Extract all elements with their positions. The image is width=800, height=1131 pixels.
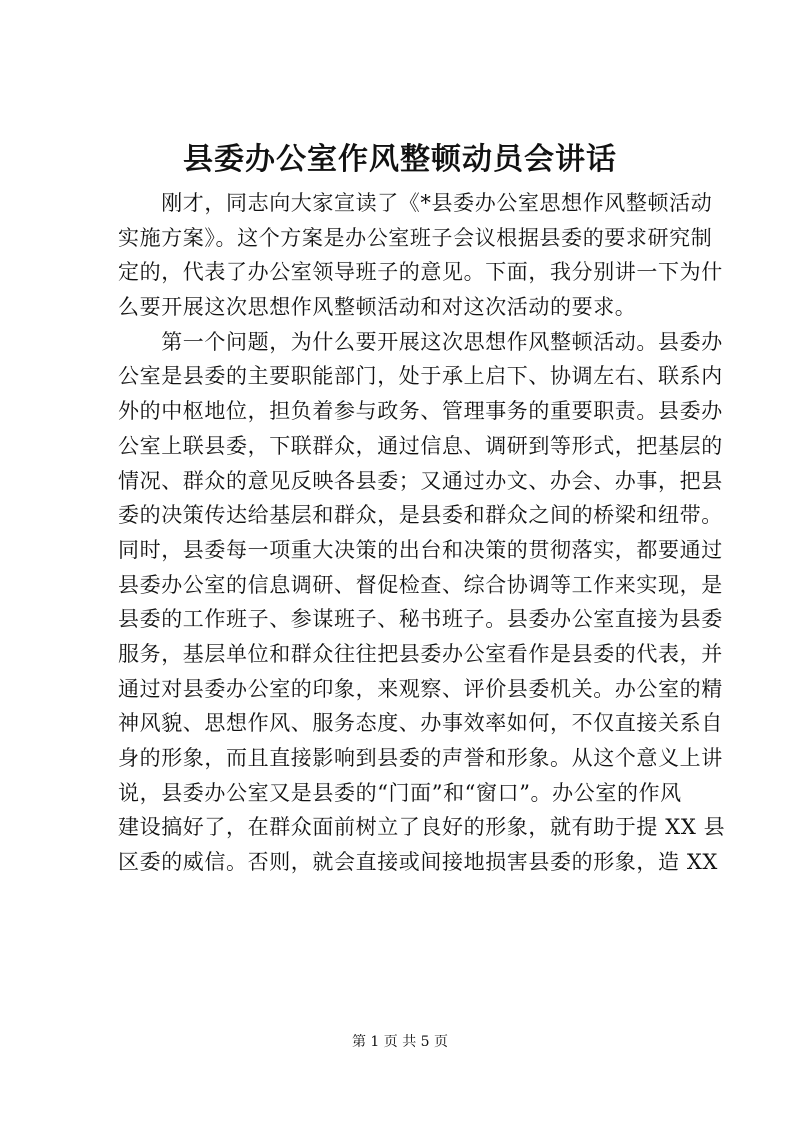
body-line: 刚才，同志向大家宣读了《*县委办公室思想作风整顿活动 — [118, 191, 713, 215]
body-line: 么要开展这次思想作风整顿活动和对这次活动的要求。 — [118, 295, 637, 320]
body-line: 说，县委办公室又是县委的“门面”和“窗口”。办公室的作风 — [118, 780, 682, 805]
body-line: 实施方案》。这个方案是办公室班子会议根据县委的要求研究制 — [118, 225, 713, 250]
body-line: 委的决策传达给基层和群众，是县委和群众之间的桥梁和纽带。 — [118, 503, 723, 528]
body-line: 身的形象，而且直接影响到县委的声誉和形象。从这个意义上讲 — [118, 746, 723, 770]
document-title: 县委办公室作风整顿动员会讲话 — [183, 142, 617, 177]
body-line: 神风貌、思想作风、服务态度、办事效率如何，不仅直接关系自 — [118, 711, 723, 736]
body-line: 服务，基层单位和群众往往把县委办公室看作是县委的代表，并 — [118, 641, 723, 666]
body-line: 县委办公室的信息调研、督促检查、综合协调等工作来实现，是 — [118, 572, 723, 597]
body-line: 外的中枢地位，担负着参与政务、管理事务的重要职责。县委办 — [118, 399, 723, 424]
body-line: 定的，代表了办公室领导班子的意见。下面，我分别讲一下为什 — [118, 260, 723, 285]
document-body — [118, 186, 726, 880]
body-line: 情况、群众的意见反映各县委；又通过办文、办会、办事，把县 — [118, 468, 723, 493]
body-line: 同时，县委每一项重大决策的出台和决策的贯彻落实，都要通过 — [118, 537, 723, 562]
body-line: 公室是县委的主要职能部门，处于承上启下、协调左右、联系内 — [118, 364, 723, 389]
body-line: 县委的工作班子、参谋班子、秘书班子。县委办公室直接为县委 — [118, 607, 723, 632]
body-line: 通过对县委办公室的印象，来观察、评价县委机关。办公室的精 — [118, 676, 723, 701]
page-footer: 第 1 页 共 5 页 — [351, 1034, 449, 1050]
body-line: 建设搞好了，在群众面前树立了良好的形象，就有助于提 XX 县 — [118, 815, 726, 840]
body-line: 公室上联县委，下联群众，通过信息、调研到等形式，把基层的 — [118, 433, 723, 458]
body-line: 第一个问题，为什么要开展这次思想作风整顿活动。县委办 — [118, 329, 723, 354]
body-line: 区委的威信。否则，就会直接或间接地损害县委的形象，造 XX — [118, 850, 718, 875]
